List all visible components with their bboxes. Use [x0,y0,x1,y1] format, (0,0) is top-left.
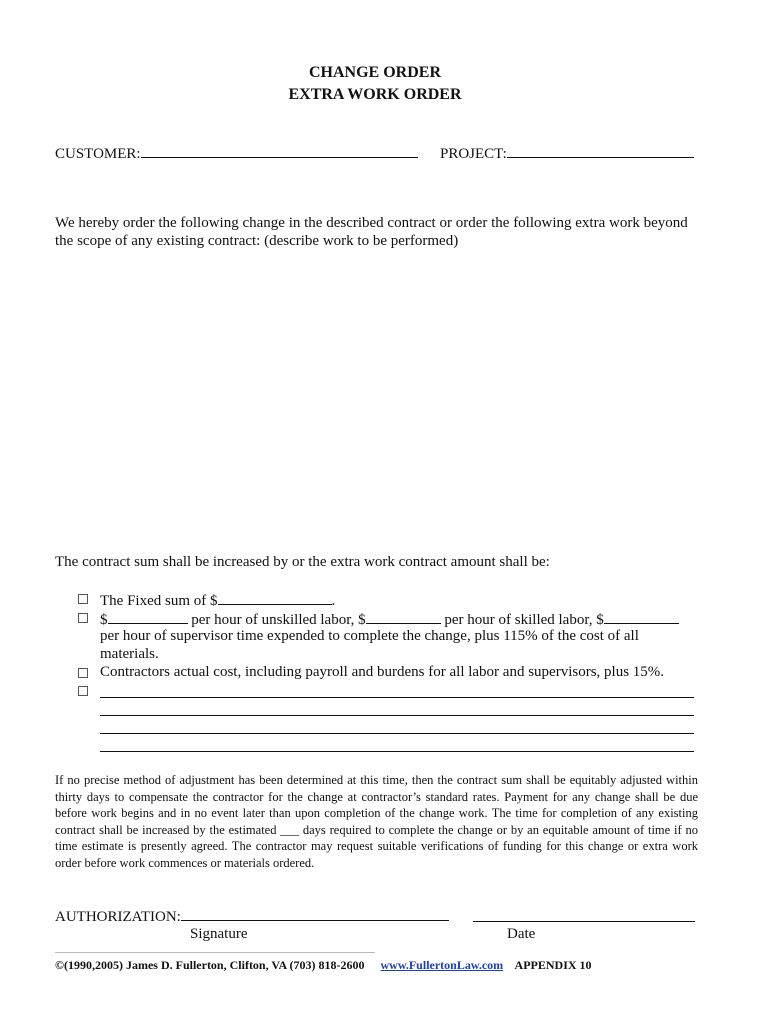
authorization-label: AUTHORIZATION: [55,909,181,925]
skilled-rate-blank[interactable] [366,609,441,624]
unskilled-rate-blank[interactable] [108,609,188,624]
hourly-rate-checkbox[interactable] [78,613,88,623]
footer-rule [55,952,375,953]
fixed-sum-checkbox[interactable] [78,594,88,604]
unskilled-label: per hour of unskilled labor, $ [187,612,366,628]
footer-copyright: ©(1990,2005) James D. Fullerton, Clifton, VA (703) 818-2600 [55,958,365,972]
date-caption: Date [507,926,536,942]
actual-cost-checkbox[interactable] [78,668,88,678]
work-description-area[interactable] [55,262,700,542]
hourly-rate-option-line3: materials. [100,646,159,662]
fixed-sum-option [100,590,335,610]
supervisor-rate-blank[interactable] [604,609,679,624]
footer [55,958,592,973]
authorization-field [55,906,449,926]
skilled-label: per hour of skilled labor, $ [440,612,604,628]
project-field [440,143,694,163]
adjustment-paragraph: If no precise method of adjustment has been determined at this time, then the contract sum shall be equitably adjusted within thirty days to compensate the contractor for the change at contractor’s standard rates. Payment for any change shall be due before work begins and in no event later than upon completion of the change work. The time for completion of any existing contract shall be increased by the estimated ___ days required to complete the change or by an equitable amount of time if no time estimate is presently agreed. The contractor may request suitable verifications of funding for this change or extra work order before work commences or materials ordered. [55,773,698,870]
project-blank[interactable] [507,143,694,158]
intro-paragraph: We hereby order the following change in the described contract or order the following extra work beyond the scope of any existing contract: (describe work to be performed) [55,215,688,249]
actual-cost-option: Contractors actual cost, including payroll and burdens for all labor and supervisors, plus 15%. [100,664,665,680]
customer-label: CUSTOMER: [55,146,141,162]
other-line-2[interactable] [100,715,694,716]
footer-appendix: APPENDIX 10 [514,958,592,972]
fixed-sum-blank[interactable] [218,590,332,605]
footer-website-link[interactable]: www.FullertonLaw.com [380,958,504,972]
contract-sum-text: The contract sum shall be increased by or the extra work contract amount shall be: [55,554,550,570]
document-subtitle: EXTRA WORK ORDER [288,86,462,103]
other-checkbox[interactable] [78,686,88,696]
other-line-3[interactable] [100,733,694,734]
document-title: CHANGE ORDER [308,64,441,81]
other-line-4[interactable] [100,751,694,752]
other-line-1[interactable] [100,697,694,698]
hourly-rate-option-line1 [100,609,679,629]
fixed-sum-period: . [331,593,336,609]
date-blank[interactable] [473,921,695,922]
dollar-sign: $ [100,612,108,628]
signature-blank[interactable] [181,906,449,921]
hourly-rate-option-line2: per hour of supervisor time expended to complete the change, plus 115% of the cost of all [100,628,639,644]
signature-caption: Signature [190,926,248,942]
customer-field [55,143,418,163]
customer-blank[interactable] [141,143,418,158]
project-label: PROJECT: [440,146,507,162]
fixed-sum-label: The Fixed sum of $ [100,593,218,609]
